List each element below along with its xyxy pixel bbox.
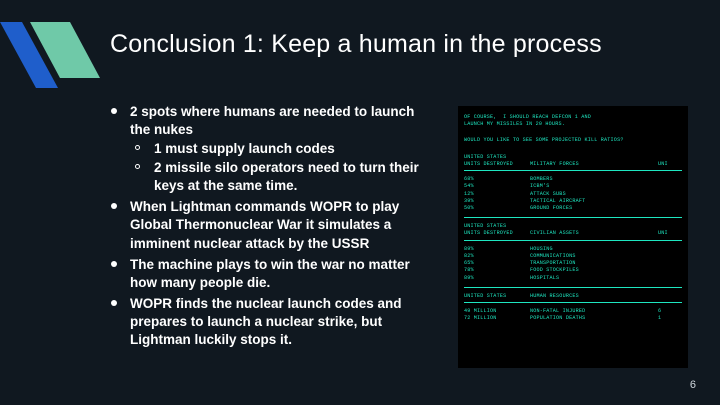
terminal-header-sub: UNITS DESTROYED: [464, 160, 513, 167]
bullet-list: [108, 103, 433, 352]
terminal-section-subheader: [464, 161, 682, 168]
bullet-dot-icon: [111, 203, 117, 209]
bullet-text: WOPR finds the nuclear launch codes and prepares to launch a nuclear strike, but Lightman luckily stops it.: [130, 295, 402, 347]
terminal-row: [464, 205, 682, 212]
terminal-header-right: UNI: [658, 160, 668, 167]
terminal-row: [464, 253, 682, 260]
terminal-header-left: UNITED STATES: [464, 153, 507, 160]
terminal-image: [458, 106, 688, 368]
terminal-row-label: NON-FATAL INJURED: [530, 307, 586, 314]
terminal-row-value: 54%: [464, 183, 474, 190]
terminal-row-label: POPULATION DEATHS: [530, 315, 586, 322]
terminal-divider: [464, 287, 682, 288]
bullet-ring-icon: [135, 145, 140, 150]
bullet-dot-icon: [111, 108, 117, 114]
terminal-row-right: 6: [658, 307, 662, 314]
sub-list-item: [130, 159, 433, 195]
terminal-row-label: HOUSING: [530, 245, 553, 252]
terminal-row-value: 89%: [464, 274, 474, 281]
bullet-text: The machine plays to win the war no matter how many people die.: [130, 256, 410, 290]
terminal-question: WOULD YOU LIKE TO SEE SOME PROJECTED KILL RATIOS?: [464, 137, 624, 144]
terminal-divider: [464, 240, 682, 241]
bullet-dot-icon: [111, 300, 117, 306]
terminal-row: [464, 275, 682, 282]
sub-bullet-text: 2 missile silo operators need to turn their keys at the same time.: [154, 160, 419, 194]
list-item: [108, 295, 433, 349]
terminal-row: [464, 308, 682, 315]
terminal-row: [464, 183, 682, 190]
terminal-row: [464, 315, 682, 322]
list-item: [108, 103, 433, 195]
terminal-divider: [464, 170, 682, 171]
terminal-row-label: TRANSPORTATION: [530, 260, 576, 267]
terminal-header-mid: MILITARY FORCES: [530, 160, 579, 167]
terminal-row-value: 78%: [464, 267, 474, 274]
terminal-row: [464, 191, 682, 198]
terminal-row-value: 49 MILLION: [464, 307, 497, 314]
terminal-row-value: 72 MILLION: [464, 315, 497, 322]
sub-list-item: [130, 140, 433, 158]
bullet-text: 2 spots where humans are needed to launch the nukes: [130, 104, 415, 138]
terminal-row-value: 50%: [464, 204, 474, 211]
terminal-header-left: UNITED STATES: [464, 223, 507, 230]
sub-bullet-list: [130, 140, 433, 195]
page-title: Conclusion 1: Keep a human in the process: [110, 30, 602, 58]
terminal-section-subheader: [464, 230, 682, 237]
terminal-header-mid: HUMAN RESOURCES: [530, 292, 579, 299]
terminal-row-label: ICBM'S: [530, 183, 550, 190]
terminal-section-header: [464, 293, 682, 300]
terminal-row-label: BOMBERS: [530, 176, 553, 183]
terminal-header-mid: CIVILIAN ASSETS: [530, 230, 579, 237]
terminal-row-value: 68%: [464, 176, 474, 183]
terminal-row-value: 89%: [464, 245, 474, 252]
terminal-header-sub: UNITS DESTROYED: [464, 230, 513, 237]
terminal-row: [464, 267, 682, 274]
terminal-row-value: 65%: [464, 260, 474, 267]
terminal-row: [464, 176, 682, 183]
terminal-divider: [464, 217, 682, 218]
slide-number: 6: [689, 379, 696, 391]
decorative-ribbons: [0, 0, 110, 95]
terminal-header-left: UNITED STATES: [464, 292, 507, 299]
ribbon-green: [30, 22, 100, 78]
terminal-row-value: 12%: [464, 190, 474, 197]
terminal-row: [464, 198, 682, 205]
terminal-row-label: TACTICAL AIRCRAFT: [530, 197, 586, 204]
terminal-row: [464, 260, 682, 267]
sub-bullet-text: 1 must supply launch codes: [154, 141, 335, 157]
terminal-row-right: 1: [658, 315, 662, 322]
ribbon-blue: [0, 22, 58, 88]
terminal-row-label: FOOD STOCKPILES: [530, 267, 579, 274]
terminal-header-right: UNI: [658, 230, 668, 237]
bullet-text: When Lightman commands WOPR to play Global Thermonuclear War it simulates a imminent nuclear attack by the USSR: [130, 199, 400, 251]
terminal-section-header: [464, 154, 682, 161]
terminal-intro-line: LAUNCH MY MISSILES IN 20 HOURS.: [464, 121, 565, 128]
terminal-row-label: ATTACK SUBS: [530, 190, 566, 197]
terminal-row-label: HOSPITALS: [530, 274, 560, 281]
terminal-section-header: [464, 223, 682, 230]
terminal-row-value: 39%: [464, 197, 474, 204]
list-item: [108, 198, 433, 252]
terminal-intro-line: OF COURSE, I SHOULD REACH DEFCON 1 AND: [464, 114, 592, 120]
terminal-divider: [464, 302, 682, 303]
terminal-row-label: GROUND FORCES: [530, 204, 573, 211]
list-item: [108, 256, 433, 292]
terminal-row-value: 82%: [464, 252, 474, 259]
bullet-ring-icon: [135, 164, 140, 169]
bullet-dot-icon: [111, 261, 117, 267]
terminal-row-label: COMMUNICATIONS: [530, 252, 576, 259]
terminal-row: [464, 246, 682, 253]
